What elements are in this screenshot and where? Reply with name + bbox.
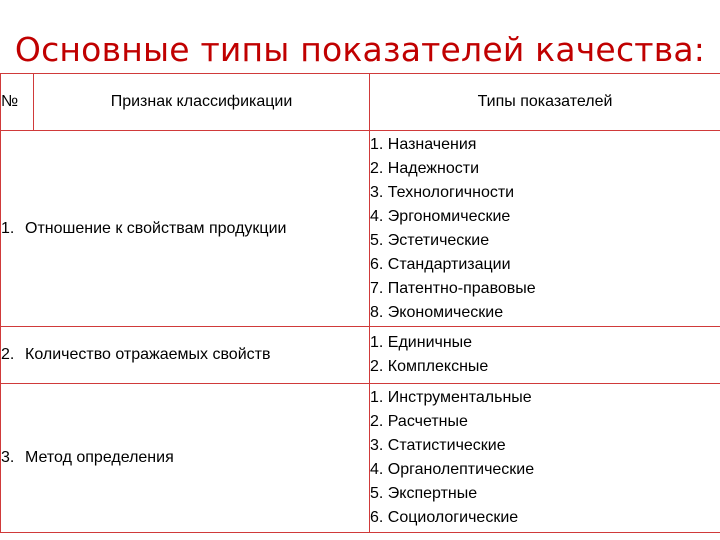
row-types-cell xyxy=(370,384,720,533)
row-classification-cell xyxy=(1,327,370,384)
list-item: 2. Надежности xyxy=(370,159,479,177)
list-item: 3. Статистические xyxy=(370,437,506,454)
list-item: 4. Органолептические xyxy=(370,461,535,478)
quality-indicators-table xyxy=(0,73,720,533)
list-item: 4. Эргономические xyxy=(370,207,511,225)
row-number: 2. xyxy=(1,346,15,363)
row-types-cell xyxy=(370,131,720,327)
row-classification-cell xyxy=(1,384,370,533)
list-item: 1. Единичные xyxy=(370,334,473,351)
table-row xyxy=(1,131,720,327)
list-item: 6. Социологические xyxy=(370,509,519,526)
header-classification-sign: Признак классификации xyxy=(34,74,370,131)
row-number: 3. xyxy=(1,449,15,466)
slide-title: Основные типы показателей качества: xyxy=(14,30,706,69)
list-item: 1. Назначения xyxy=(370,135,477,153)
list-item: 5. Экспертные xyxy=(370,485,478,502)
row-classification-sign: Метод определения xyxy=(25,449,174,466)
list-item: 3. Технологичности xyxy=(370,183,515,201)
list-item: 6. Стандартизации xyxy=(370,255,511,273)
list-item: 2. Комплексные xyxy=(370,358,489,375)
list-item: 1. Инструментальные xyxy=(370,389,532,406)
table-row xyxy=(1,327,720,384)
table-row xyxy=(1,384,720,533)
row-number: 1. xyxy=(1,219,15,237)
row-classification-sign: Количество отражаемых свойств xyxy=(25,346,271,363)
list-item: 8. Экономические xyxy=(370,303,504,321)
row-types-cell xyxy=(370,327,720,384)
list-item: 7. Патентно-правовые xyxy=(370,279,536,297)
row-classification-cell xyxy=(1,131,370,327)
header-number: № xyxy=(1,74,34,131)
table-header-row xyxy=(1,74,720,131)
list-item: 5. Эстетические xyxy=(370,231,490,249)
row-classification-sign: Отношение к свойствам продукции xyxy=(25,219,287,237)
list-item: 2. Расчетные xyxy=(370,413,468,430)
header-indicator-types: Типы показателей xyxy=(370,74,720,131)
